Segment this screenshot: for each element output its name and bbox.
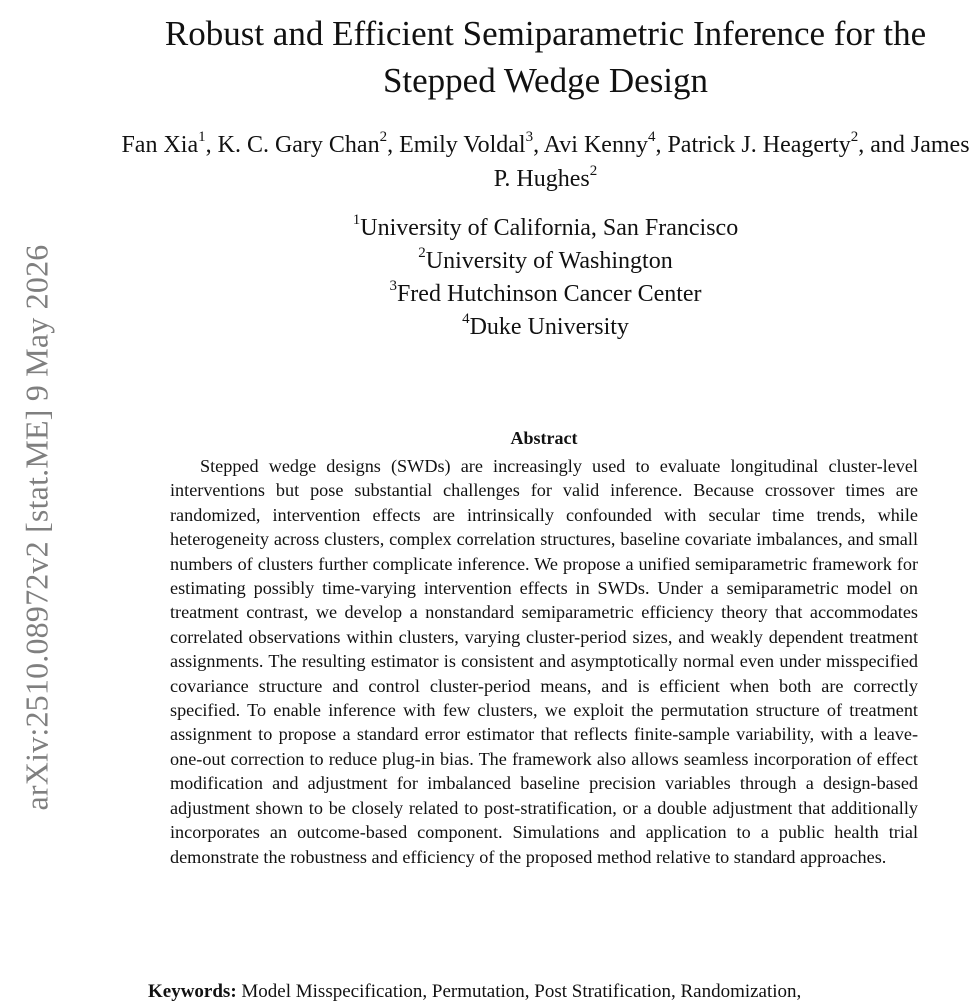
author-name: Patrick J. Heagerty bbox=[667, 132, 851, 158]
author-separator: , bbox=[655, 132, 668, 158]
author-name: James P. Hughes bbox=[493, 132, 970, 192]
abstract-section bbox=[170, 426, 918, 869]
affiliation-line bbox=[120, 245, 971, 278]
author-affiliation-marker: 2 bbox=[589, 163, 598, 179]
keywords-line bbox=[148, 980, 971, 1004]
author-separator: , bbox=[205, 132, 218, 158]
affiliation-name: Duke University bbox=[469, 314, 629, 340]
arxiv-identifier: arXiv:2510.08972v2 [stat.ME] 9 May 2026 bbox=[18, 244, 55, 811]
author-affiliation-marker: 3 bbox=[525, 129, 534, 145]
affiliation-number: 2 bbox=[418, 245, 426, 261]
arxiv-side-stamp bbox=[18, 200, 56, 855]
author-separator: , bbox=[533, 132, 544, 158]
affiliation-name: University of Washington bbox=[425, 248, 673, 274]
affiliation-list bbox=[120, 212, 971, 344]
abstract-heading: Abstract bbox=[510, 428, 578, 448]
author-separator: , bbox=[387, 132, 400, 158]
author-name: Avi Kenny bbox=[543, 132, 648, 158]
author-name: Emily Voldal bbox=[399, 132, 526, 158]
affiliation-name: Fred Hutchinson Cancer Center bbox=[396, 281, 702, 307]
affiliation-number: 4 bbox=[462, 311, 470, 327]
keywords-label: Keywords: bbox=[148, 981, 237, 1002]
paper-title: Robust and Efficient Semiparametric Inference for the Stepped Wedge Design bbox=[164, 14, 927, 100]
author-separator: , and bbox=[858, 132, 911, 158]
author-affiliation-marker: 2 bbox=[850, 129, 859, 145]
affiliation-number: 3 bbox=[389, 278, 397, 294]
author-affiliation-marker: 2 bbox=[379, 129, 388, 145]
author-affiliation-marker: 4 bbox=[647, 129, 656, 145]
affiliation-line bbox=[120, 311, 971, 344]
affiliation-line bbox=[120, 212, 971, 245]
affiliation-name: University of California, San Francisco bbox=[360, 215, 739, 241]
affiliation-number: 1 bbox=[352, 212, 361, 228]
author-name: Fan Xia bbox=[121, 132, 199, 158]
keywords-text: Model Misspecification, Permutation, Post Stratification, Randomization, bbox=[241, 981, 802, 1002]
author-affiliation-marker: 1 bbox=[198, 129, 206, 145]
author-name: K. C. Gary Chan bbox=[217, 132, 380, 158]
affiliation-line bbox=[120, 278, 971, 311]
abstract-text: Stepped wedge designs (SWDs) are increasingly used to evaluate longitudinal cluster-level interventions but pose substantial challenges for valid inference. Because crossover times are randomized, intervention effects are intrinsically confounded with secular time trends, while heterogeneity across clusters, complex correlation structures, baseline covariate imbalances, and small numbers of clusters further complicate inference. We propose a unified semiparametric framework for estimating possibly time-varying intervention effects in SWDs. Under a semiparametric model on treatment contrast, we develop a nonstandard semiparametric efficiency theory that accommodates correlated observations within clusters, varying cluster-period sizes, and weakly dependent treatment assignments. The resulting estimator is consistent and asymptotically normal even under misspecified covariance structure and control cluster-period means, and is efficient when both are correctly specified. To enable inference with few clusters, we exploit the permutation structure of treatment assignment to propose a standard error estimator that reflects finite-sample variability, with a leave-one-out correction to reduce plug-in bias. The framework also allows seamless incorporation of effect modification and adjustment for imbalanced baseline precision variables through a design-based adjustment shown to be closely related to post-stratification, or a double adjustment that additionally incorporates an outcome-based component. Simulations and application to a public health trial demonstrate the robustness and efficiency of the proposed method relative to standard approaches. bbox=[170, 456, 918, 867]
author-list bbox=[120, 128, 971, 196]
paper-header bbox=[120, 10, 971, 344]
